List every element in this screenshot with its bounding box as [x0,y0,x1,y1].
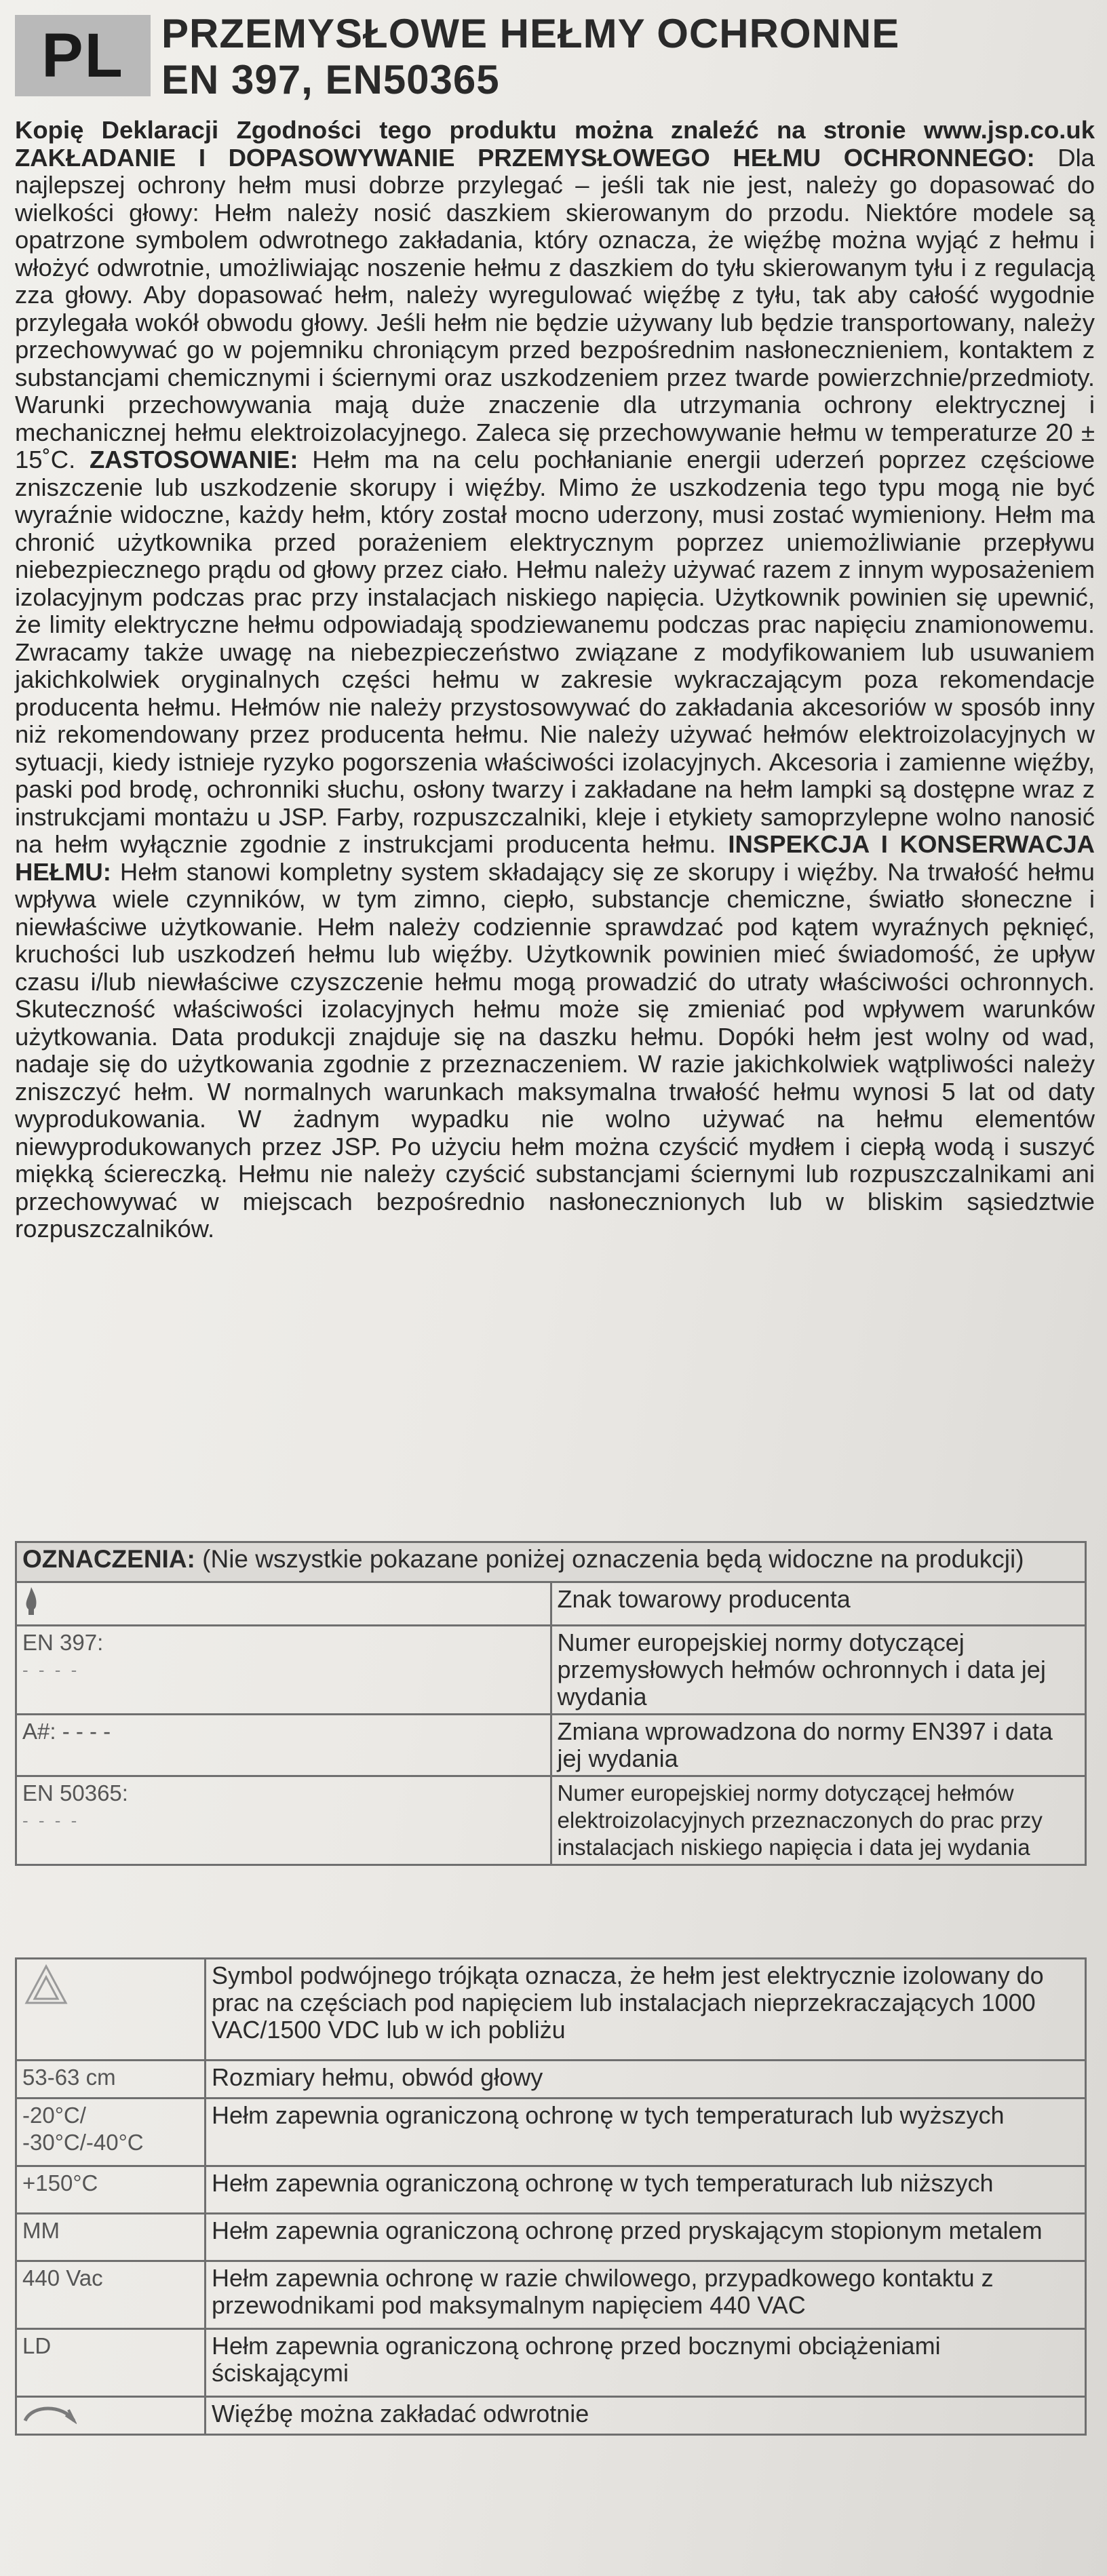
title-line-2: EN 397, EN50365 [161,57,500,102]
reverse-wear-icon [22,2404,77,2429]
row-code: +150°C [16,2166,206,2214]
language-badge: PL [15,15,151,96]
text-use: Hełm ma na celu pochłanianie energii uderzeń poprzez częściowe zniszczenie lub uszkodzenie skorupy i więźby. Mimo że uszkodzenia tego typu mogą nie być wyraźnie widoczne, każdy hełm, który został mocno uderzony, musi zostać wymieniony. Hełm ma chronić użytkownika przed porażeniem elektrycznym poprzez uniemożliwianie przepływu niebezpiecznego prądu od głowy przez ciało. Hełmu należy używać razem z innym wyposażeniem izolacyjnym podczas prac przy instalacjach niskiego napięcia. Użytkownik powinien się upewnić, że limity elektryczne hełmu odpowiadają spodziewanemu podczas prac napięciu znamionowemu. Zwracamy także uwagę na niebezpieczeństwo związane z modyfikowaniem lub usuwaniem jakichkolwiek oryginalnych części hełmu w zakresie wykraczającym poza rekomendacje producenta hełmu. Hełmów nie należy przystosowywać do zakładania akcesoriów w sposób inny niż rekomendowany przez producenta hełmu. Nie należy używać hełmów elektroizolacyjnych w sytuacji, kiedy istnieje ryzyko pogorszenia właściwości izolacyjnych. Akcesoria i zamienne więźby, paski pod brodę, ochronniki słuchu, osłony twarzy i zakładane na hełm lampki są dostępne wraz z instrukcjami montażu u JSP. Farby, rozpuszczalniki, kleje i etykiety samoprzylepne wolno nanosić na hełm wyłącznie zgodnie z instrukcjami producenta hełmu. [15,446,1095,858]
table-row [16,2061,1086,2099]
row-code: EN 50365: [22,1780,128,1806]
row-code-cell [16,1582,551,1626]
row-desc: Znak towarowy producenta [551,1582,1086,1626]
text-inspection: Hełm stanowi kompletny system składający się ze skorupy i więźby. Na trwałość hełmu wpływa wiele czynników, w tym zimno, ciepło, substancje chemiczne, światło słoneczne i niewłaściwe użytkowanie. Hełm należy codziennie sprawdzać pod kątem wyraźnych pęknięć, kruchości lub uszkodzeń hełmu lub więźby. Użytkownik powinien mieć świadomość, że upływ czasu i/lub niewłaściwe czyszczenie hełmu mogą prowadzić do utraty właściwości ochronnych. Skuteczność właściwości izolacyjnych hełmu może się zmieniać pod wpływem warunków użytkowania. Data produkcji znajduje się na daszku hełmu. Dopóki hełm jest wolny od wad, nadaje się do użytkowania zgodnie z przeznaczeniem. W razie jakichkolwiek wątpliwości należy zniszczyć hełm. W normalnych warunkach maksymalna trwałość hełmu wynosi 5 lat od daty wyprodukowania. W żadnym wypadku nie wolno używać na hełmu elementów niewyprodukowanych przez JSP. Po użyciu hełm można czyścić mydłem i ciepłą wodą i suszyć miękką ściereczką. Hełmu nie należy czyścić substancjami ściernymi lub rozpuszczalnikami ani przechowywać w miejscach bezpośrednio nasłonecznionych lub w bliskim sąsiedztwie rozpuszczalników. [15,857,1095,1243]
row-code-cell [16,1776,551,1865]
row-code: 440 Vac [16,2261,206,2329]
page-title [161,11,1084,103]
table-row [16,2166,1086,2214]
row-code: EN 397: [22,1630,104,1655]
double-triangle-icon [22,1989,70,2014]
row-desc: Hełm zapewnia ograniczoną ochronę przed bocznymi obciążeniami ściskającymi [206,2329,1086,2397]
title-line-1: PRZEMYSŁOWE HEŁMY OCHRONNE [161,11,900,56]
row-desc: Numer europejskiej normy dotyczącej hełmów elektroizolacyjnych przeznaczonych do prac przy instalacjach niskiego napięcia i data jej wydania [551,1776,1086,1865]
table-row [16,2329,1086,2397]
table-row [16,2261,1086,2329]
markings-table [15,1541,1087,1866]
row-code: MM [16,2214,206,2261]
trademark-flame-icon [22,1595,40,1620]
row-desc: Więźbę można zakładać odwrotnie [206,2397,1086,2435]
markings-note: (Nie wszystkie pokazane poniżej oznaczenia będą widoczne na produkcji) [202,1545,1024,1573]
row-code-cell [16,2397,206,2435]
table-row [16,2099,1086,2166]
table-row [16,1776,1086,1865]
heading-inspection: INSPEKCJA I KONSERWACJA HEŁMU: [15,830,1095,886]
row-code-sub: - - - - [22,1810,80,1831]
markings-heading: OZNACZENIA: [22,1545,195,1573]
table-row [16,2397,1086,2435]
row-code-cell [16,1626,551,1715]
row-code: -20°C/ -30°C/-40°C [16,2099,206,2166]
instructions-body [15,117,1095,1243]
row-desc: Numer europejskiej normy dotyczącej przemysłowych hełmów ochronnych i data jej wydania [551,1626,1086,1715]
doc-intro: Kopię Deklaracji Zgodności tego produktu można znaleźć na stronie www.jsp.co.uk [15,116,1095,144]
symbols-table [15,1957,1087,2436]
table-row [16,1626,1086,1715]
header [15,11,1093,106]
row-code: 53-63 cm [16,2061,206,2099]
row-code-sub: - - - - [22,1660,80,1680]
heading-use: ZASTOSOWANIE: [89,446,298,473]
row-desc: Hełm zapewnia ograniczoną ochronę przed pryskającym stopionym metalem [206,2214,1086,2261]
table-row [16,1715,1086,1776]
markings-table-header [16,1542,1086,1582]
table-row [16,2214,1086,2261]
row-desc: Rozmiary hełmu, obwód głowy [206,2061,1086,2099]
row-desc: Symbol podwójnego trójkąta oznacza, że hełm jest elektrycznie izolowany do prac na częściach pod napięciem lub instalacjach nieprzekraczających 1000 VAC/1500 VDC lub w ich pobliżu [206,1959,1086,2061]
row-code: A#: - - - - [22,1719,111,1744]
row-desc: Hełm zapewnia ochronę w razie chwilowego, przypadkowego kontaktu z przewodnikami pod maksymalnym napięciem 440 VAC [206,2261,1086,2329]
table-row [16,1582,1086,1626]
heading-fitting: ZAKŁADANIE I DOPASOWYWANIE PRZEMYSŁOWEGO HEŁMU OCHRONNEGO: [15,143,1035,172]
row-code-cell [16,1959,206,2061]
row-code-cell [16,1715,551,1776]
row-code: LD [16,2329,206,2397]
row-desc: Zmiana wprowadzona do normy EN397 i data jej wydania [551,1715,1086,1776]
text-fitting: Dla najlepszej ochrony hełm musi dobrze przylegać – jeśli tak nie jest, należy go dopasować do wielkości głowy: Hełm należy nosić daszkiem skierowanym do przodu. Niektóre modele są opatrzone symbolem odwrotnego zakładania, który oznacza, że więźbę można wyjąć z hełmu i włożyć odwrotnie, umożliwiając noszenie hełmu z daszkiem do tyłu skierowanym tyłu i z regulacją zza głowy. Aby dopasować hełm, należy wyregulować więźbę z tyłu, tak aby całość wygodnie przylegała wokół obwodu głowy. Jeśli hełm nie będzie używany lub będzie transportowany, należy przechowywać go w pojemniku chroniącym przed bezpośrednim nasłonecznieniem, kontaktem z substancjami chemicznymi i ściernymi oraz uszkodzeniem przez twarde powierzchnie/przedmioty. Warunki przechowywania mają duże znaczenie dla utrzymania ochrony elektrycznej i mechanicznej hełmu elektroizolacyjnego. Zaleca się przechowywanie hełmu w temperaturze 20 ± 15˚C. [15,143,1095,473]
row-desc: Hełm zapewnia ograniczoną ochronę w tych temperaturach lub wyższych [206,2099,1086,2166]
table-row [16,1959,1086,2061]
row-desc: Hełm zapewnia ograniczoną ochronę w tych temperaturach lub niższych [206,2166,1086,2214]
